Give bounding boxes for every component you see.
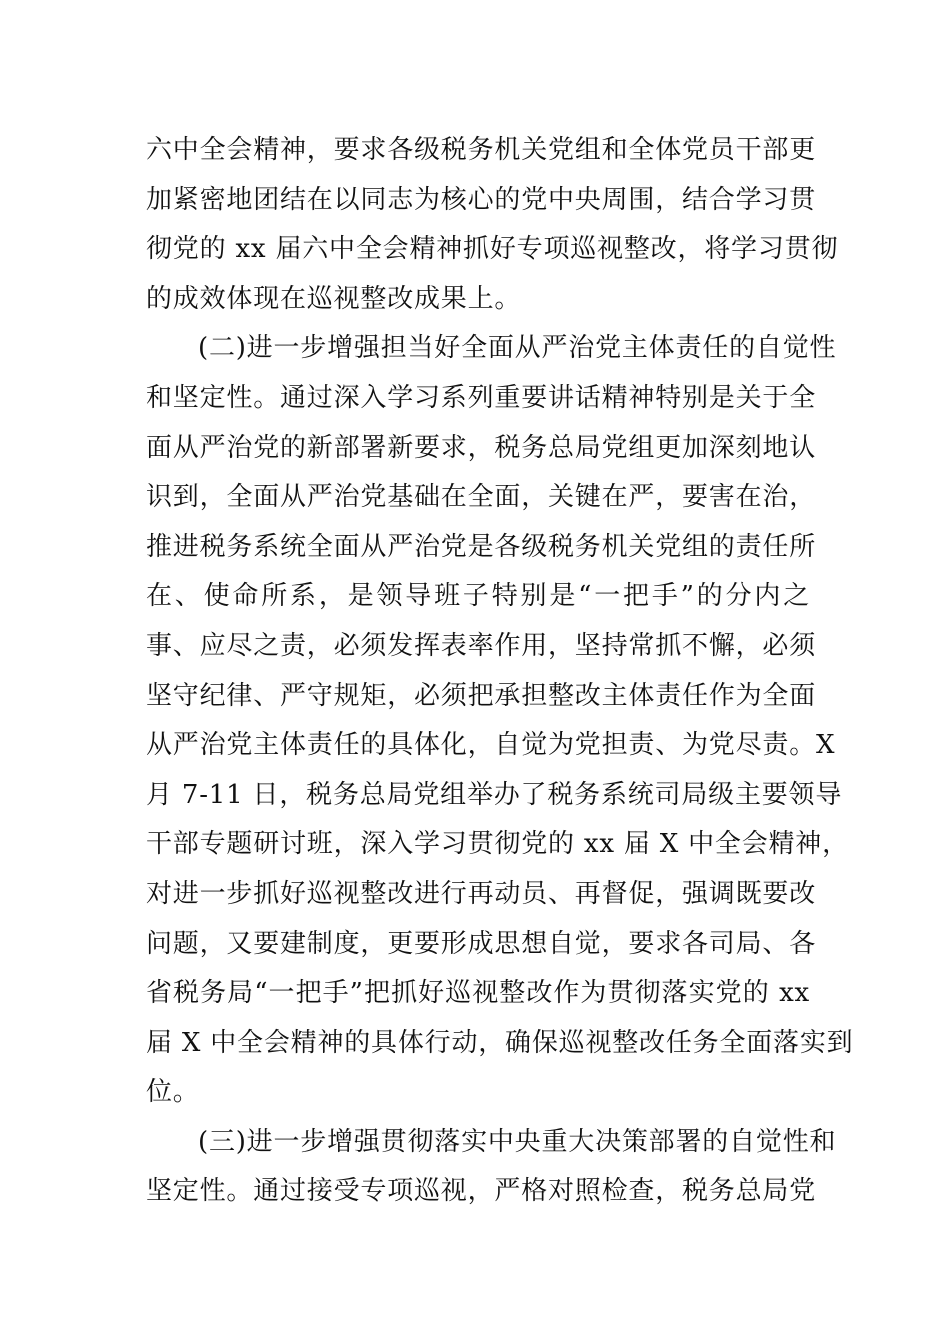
text-line: 对进一步抓好巡视整改进行再动员、再督促，强调既要改: [146, 878, 817, 909]
text-line: 彻党的 xx 届六中全会精神抓好专项巡视整改，将学习贯彻: [146, 234, 839, 265]
text-line: 坚守纪律、严守规矩，必须把承担整改主体责任作为全面: [146, 680, 817, 711]
text-line: 事、应尽之责，必须发挥表率作用，坚持常抓不懈，必须: [146, 630, 817, 661]
text-line: 在、使命所系，是领导班子特别是“一把手”的分内之: [146, 581, 810, 612]
text-line: 届 X 中全会精神的具体行动，确保巡视整改任务全面落实到: [146, 1027, 854, 1058]
document-body: [146, 126, 854, 1217]
text-line: (三)进一步增强贯彻落实中央重大决策部署的自觉性和: [198, 1126, 837, 1157]
text-line: 省税务局“一把手”把抓好巡视整改作为贯彻落实党的 xx: [146, 978, 810, 1009]
text-line: 问题，又要建制度，更要形成思想自觉，要求各司局、各: [146, 928, 817, 959]
text-line: 识到，全面从严治党基础在全面，关键在严，要害在治，: [146, 482, 817, 513]
text-line: 六中全会精神，要求各级税务机关党组和全体党员干部更: [146, 135, 817, 165]
text-line: 面从严治党的新部署新要求，税务总局党组更加深刻地认: [146, 432, 817, 463]
text-line: 位。: [146, 1077, 200, 1108]
text-line: 月 7-11 日，税务总局党组举办了税务系统司局级主要领导: [146, 779, 843, 810]
text-line: 和坚定性。通过深入学习系列重要讲话精神特别是关于全: [146, 382, 817, 413]
text-line: 坚定性。通过接受专项巡视，严格对照检查，税务总局党: [146, 1176, 817, 1207]
text-line: (二)进一步增强担当好全面从严治党主体责任的自觉性: [198, 333, 837, 364]
text-line: 从严治党主体责任的具体化，自觉为党担责、为党尽责。X: [146, 730, 836, 761]
text-line: 干部专题研讨班，深入学习贯彻党的 xx 届 X 中全会精神，: [146, 829, 849, 860]
text-line: 加紧密地团结在以同志为核心的党中央周围，结合学习贯: [146, 184, 817, 215]
text-line: 的成效体现在巡视整改成果上。: [146, 283, 522, 314]
text-line: 推进税务系统全面从严治党是各级税务机关党组的责任所: [146, 531, 817, 562]
